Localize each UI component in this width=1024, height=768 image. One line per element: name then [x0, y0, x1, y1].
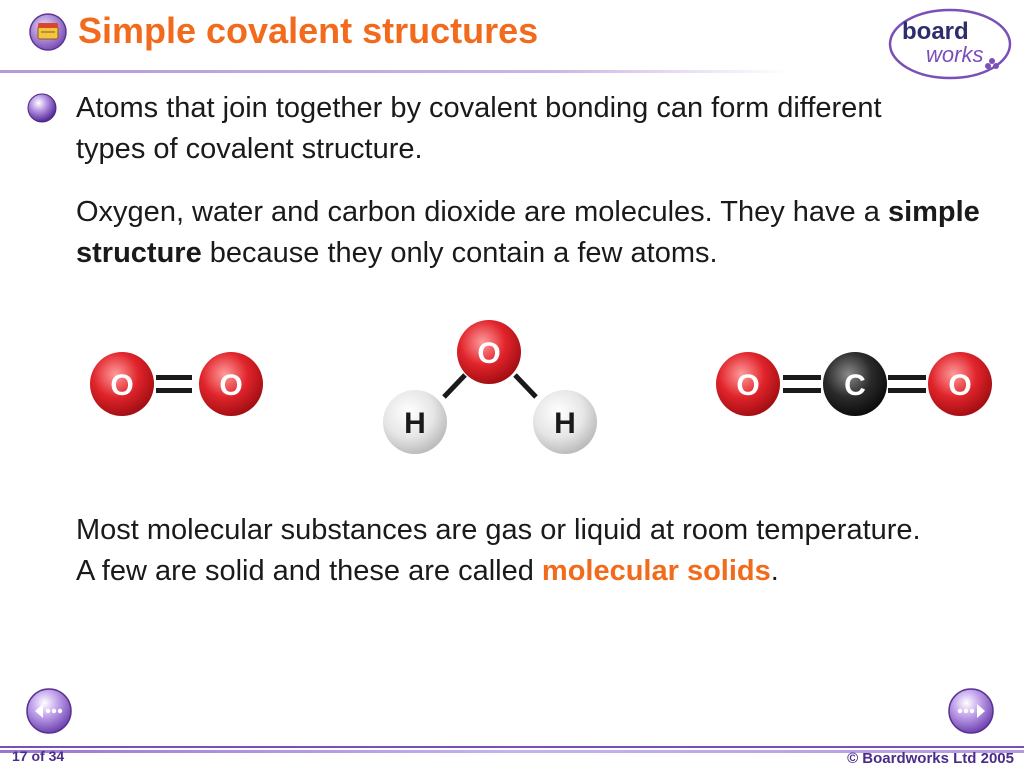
page-number: 17 of 34 [12, 748, 65, 764]
atom-symbol: O [219, 369, 243, 402]
slide-title: Simple covalent structures [78, 10, 539, 51]
book-icon [28, 12, 68, 52]
paragraph-text: Oxygen, water and carbon dioxide are molecules. They have a [76, 196, 888, 228]
title-underline [0, 68, 790, 76]
atom-symbol: O [948, 369, 972, 402]
paragraph-text: . [770, 555, 779, 587]
oxygen-molecule [90, 352, 263, 416]
paragraph-text: Most molecular substances are gas or liquid at room temperature. A few are solid and these are called [76, 514, 921, 587]
molecular-solids-term: molecular solids [541, 555, 771, 587]
atom-symbol: O [477, 337, 501, 370]
atom-symbol: C [844, 369, 866, 402]
atom-symbol: O [110, 369, 134, 402]
simple-structure-term: simple structure [76, 196, 980, 269]
molecular-solids-paragraph [76, 510, 936, 592]
intro-paragraph: Atoms that join together by covalent bonding can form different types of covalent structure. [76, 92, 882, 165]
water-molecule [383, 320, 597, 454]
atom-symbol: H [404, 407, 426, 440]
atom-symbol: H [554, 407, 576, 440]
next-slide-button[interactable] [946, 686, 996, 736]
purple-sphere-bullet-icon [26, 92, 58, 124]
svg-text:board: board [902, 18, 969, 45]
previous-slide-button[interactable] [24, 686, 74, 736]
molecule-diagrams [0, 300, 1024, 470]
simple-structure-paragraph [76, 192, 1006, 274]
copyright-text: © Boardworks Ltd 2005 [847, 750, 1014, 767]
svg-text:works: works [926, 42, 984, 67]
boardworks-logo [886, 4, 1018, 84]
atom-symbol: O [736, 369, 760, 402]
paragraph-text: because they only contain a few atoms. [201, 237, 718, 269]
carbon-dioxide-molecule [716, 352, 992, 416]
